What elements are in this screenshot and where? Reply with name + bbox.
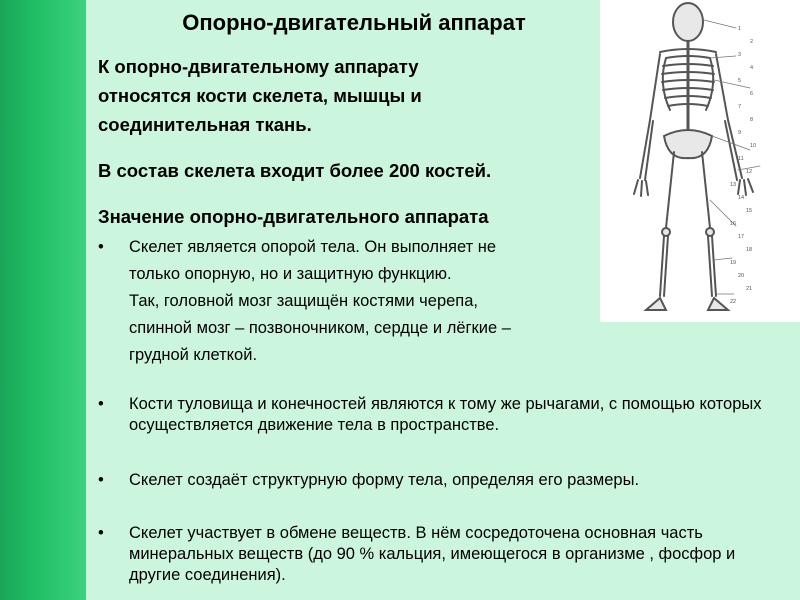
intro-paragraph	[98, 52, 558, 139]
significance-heading: Значение опорно-двигательного аппарата	[98, 206, 489, 227]
label-number: 22	[730, 299, 737, 305]
label-number: 4	[750, 65, 754, 71]
bullet-item-form	[98, 470, 788, 491]
label-number: 14	[738, 195, 745, 201]
label-number: 21	[746, 286, 753, 292]
label-number: 18	[746, 247, 753, 253]
bullet-text: Скелет участвует в обмене веществ. В нём сосредоточена основная часть минеральных веществ (до 90 % кальция, имеющегося в организме , фосфор и другие соединения).	[129, 524, 736, 584]
skull-shape	[673, 3, 703, 41]
intro-line: относятся кости скелета, мышцы и	[98, 85, 422, 106]
label-number: 5	[738, 78, 742, 84]
label-number: 12	[746, 169, 753, 175]
arm-bones	[634, 54, 753, 196]
bullet-marker: •	[98, 524, 104, 542]
intro-line: К опорно-двигательному аппарату	[98, 56, 419, 77]
bullet-text: Скелет создаёт структурную форму тела, определяя его размеры.	[129, 471, 640, 489]
bullet-marker: •	[98, 395, 104, 413]
bullet-line	[98, 234, 608, 261]
label-number: 16	[730, 221, 737, 227]
bones-count-statement: В состав скелета входит более 200 костей.	[98, 160, 492, 181]
left-green-band	[0, 0, 86, 600]
label-number: 20	[738, 273, 745, 279]
label-number: 15	[746, 208, 753, 214]
bullet-item-support	[98, 234, 608, 369]
label-number: 13	[730, 182, 737, 188]
label-number: 17	[738, 234, 745, 240]
skeleton-drawing	[600, 0, 800, 322]
label-number: 2	[750, 39, 754, 45]
label-number: 8	[750, 117, 754, 123]
skeleton-illustration	[600, 0, 800, 322]
label-number: 6	[750, 91, 754, 97]
label-number: 3	[738, 52, 742, 58]
bullet-text: Скелет является опорой тела. Он выполняет не	[129, 238, 497, 256]
slide-title: Опорно-двигательный аппарат	[182, 10, 526, 35]
bullet-line: спинной мозг – позвоночником, сердце и лёгкие –	[129, 319, 511, 337]
bullet-line: только опорную, но и защитную функцию.	[129, 265, 452, 283]
label-number: 9	[738, 130, 742, 136]
label-number: 1	[738, 26, 742, 32]
label-number: 10	[750, 143, 757, 149]
bullet-line: Так, головной мозг защищён костями черепа,	[129, 292, 478, 310]
bullet-text: Кости туловища и конечностей являются к тому же рычагами, с помощью которых осуществляется движение тела в пространстве.	[129, 395, 762, 434]
bullet-line: грудной клеткой.	[129, 346, 258, 364]
bullet-item-metabolism	[98, 523, 788, 586]
intro-line: соединительная ткань.	[98, 114, 312, 135]
label-number: 11	[738, 156, 744, 162]
pelvis-shape	[664, 130, 712, 158]
bullet-marker: •	[98, 471, 104, 489]
bullet-item-levers	[98, 394, 788, 436]
bullet-marker: •	[98, 238, 104, 256]
label-number: 19	[730, 260, 737, 266]
label-number: 7	[738, 104, 742, 110]
leg-bones	[646, 152, 728, 310]
